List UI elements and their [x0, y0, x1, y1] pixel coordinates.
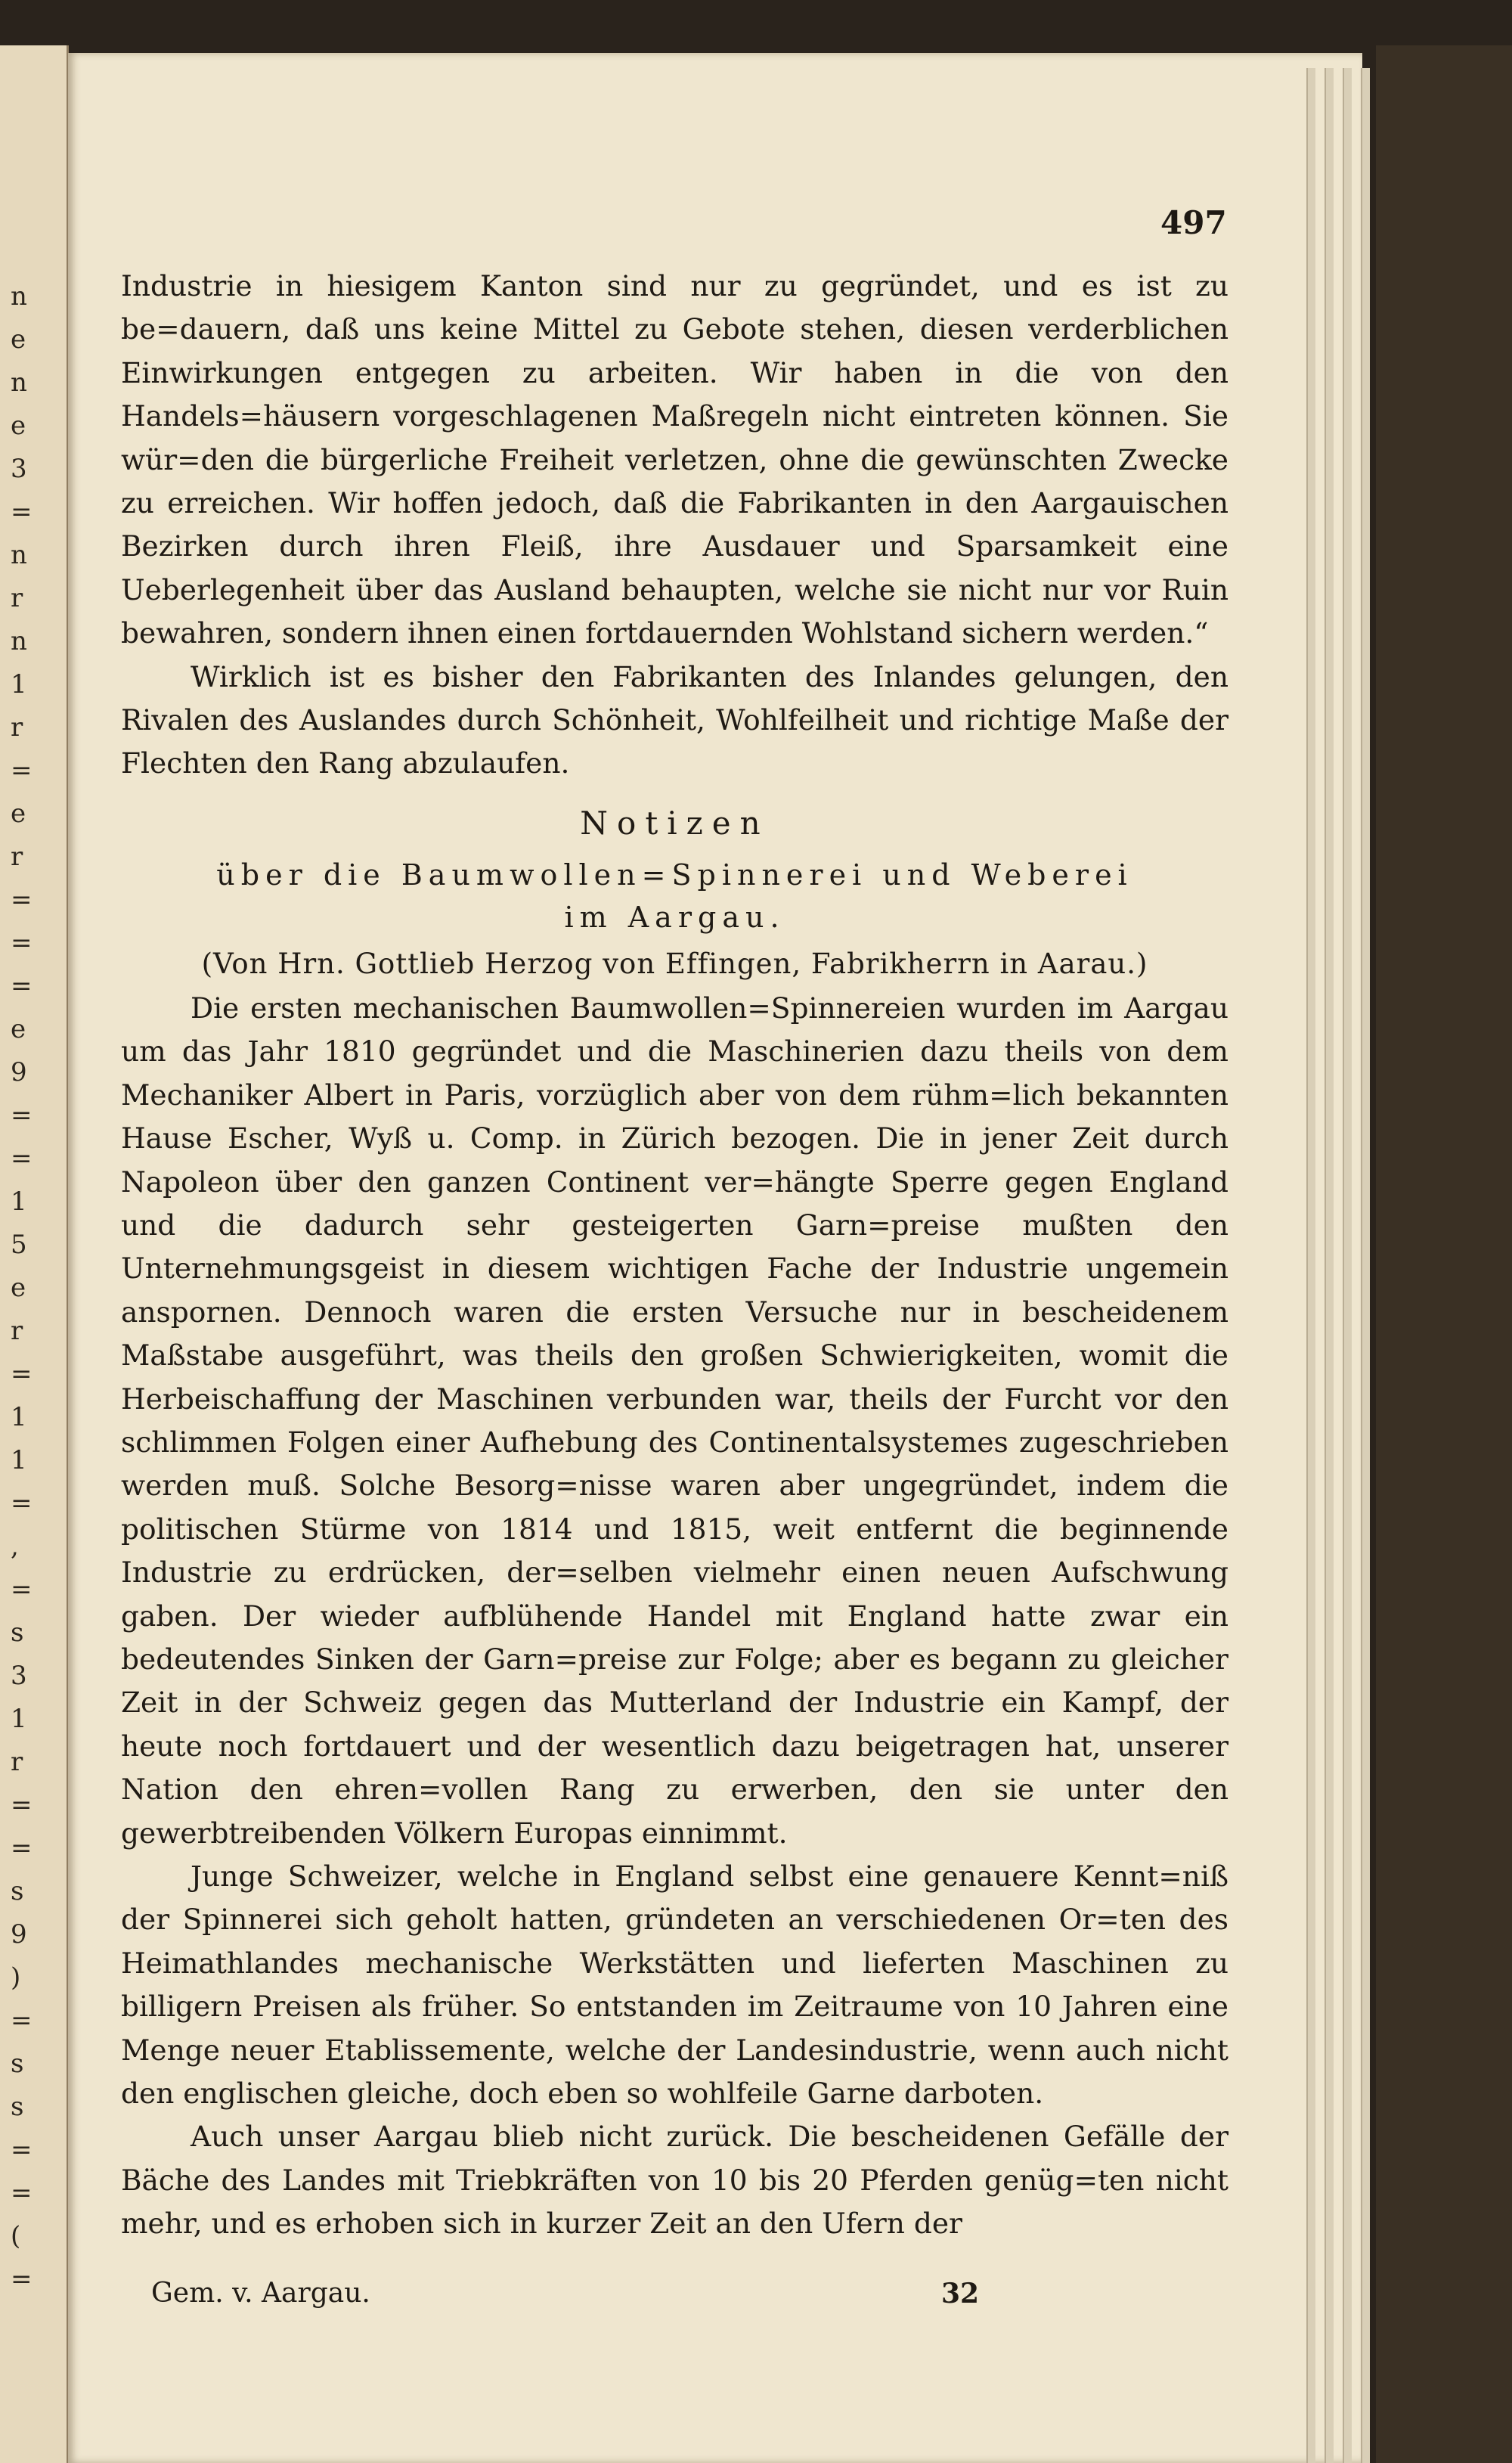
margin-letter: e	[11, 324, 26, 355]
margin-letter: s	[11, 2092, 24, 2122]
paragraph: Industrie in hiesigem Kanton sind nur zu gegründet, und es ist zu be=dauern, daß uns keine Mittel zu Gebote stehen, diesen verderblichen Einwirkungen entgegen zu arbeiten. Wir haben in die von den Handels=häusern vorgeschlagenen Maßregeln nicht eintreten können. Sie wür=den die bürgerliche Freiheit verletzen, ohne die gewünschten Zwecke zu erreichen. Wir hoffen jedoch, daß die Fabrikanten in den Aargauischen Bezirken durch ihren Fleiß, ihre Ausdauer und Sparsamkeit eine Ueberlegenheit über das Ausland behaupten, welche sie nicht nur vor Ruin bewahren, sondern ihnen einen fortdauernden Wohlstand sichern werden.“	[121, 269, 1228, 650]
page-edge-layer	[1343, 68, 1352, 2463]
paragraph: Die ersten mechanischen Baumwollen=Spinnereien wurden im Aargau um das Jahr 1810 gegründet und die Maschinerien dazu theils von dem Mechaniker Albert in Paris, vorzüglich aber von dem rühm=lich bekannten Hause Escher, Wyß u. Comp. in Zürich bezogen. Die in jener Zeit durch Napoleon über den ganzen Continent ver=hängte Sperre gegen England und die dadurch sehr gesteigerten Garn=preise mußten den Unternehmungsgeist in diesem wichtigen Fache der Industrie ungemein anspornen. Dennoch waren die ersten Versuche nur in bescheidenem Maßstabe ausgeführt, was theils den großen Schwierigkeiten, womit die Herbeischaffung der Maschinen verbunden war, theils der Furcht vor den schlimmen Folgen einer Aufhebung des Continentalsystemes zugeschrieben werden muß. Solche Besorg=nisse waren aber ungegründet, indem die politischen Stürme von 1814 und 1815, weit entfernt die beginnende Industrie zu erdrücken, der=selben vielmehr einen neuen Aufschwung gaben. Der wieder aufblühende Handel mit England hatte zwar ein bedeutendes Sinken der Garn=preise zur Folge; aber es begann zu gleicher Zeit in der Schweiz gegen das Mutterland der Industrie ein Kampf, der heute noch fortdauert und der wesentlich dazu beigetragen hat, unserer Nation den ehren=vollen Rang zu erwerben, den sie unter den gewerbtreibenden Völkern Europas einnimmt.	[121, 991, 1228, 1850]
margin-letter: s	[11, 1876, 24, 1906]
margin-letter: n	[11, 368, 27, 398]
margin-letter: 9	[11, 1919, 27, 1950]
margin-letter: ,	[11, 1531, 19, 1562]
margin-letter: 5	[11, 1230, 27, 1260]
margin-letter: 1	[11, 1704, 27, 1734]
margin-letter: s	[11, 1618, 24, 1648]
main-text	[121, 265, 1228, 2246]
page-edge-layer	[1361, 68, 1370, 2463]
margin-letter: n	[11, 540, 27, 570]
margin-letter: s	[11, 2049, 24, 2079]
margin-letter: =	[11, 2135, 33, 2165]
margin-letter: =	[11, 1790, 33, 1820]
margin-letter: =	[11, 497, 33, 527]
margin-letter: =	[11, 1833, 33, 1863]
margin-letter: =	[11, 885, 33, 915]
margin-letter: =	[11, 1488, 33, 1518]
margin-letter: 9	[11, 1057, 27, 1087]
page-number: 497	[1160, 204, 1227, 241]
margin-letter: 1	[11, 1402, 27, 1432]
margin-letter: =	[11, 755, 33, 786]
page-footer	[121, 2278, 1228, 2323]
margin-letter: n	[11, 281, 27, 312]
margin-letter: =	[11, 1143, 33, 1174]
margin-letter: r	[11, 712, 23, 743]
margin-letter: r	[11, 583, 23, 613]
book-cover-edge	[1376, 45, 1512, 2463]
paragraph: Auch unser Aargau blieb nicht zurück. Die bescheidenen Gefälle der Bäche des Landes mit Triebkräften von 10 bis 20 Pferden genüg=ten nicht mehr, und es erhoben sich in kurzer Zeit an den Ufern der	[121, 2120, 1228, 2241]
margin-letter: 1	[11, 1187, 27, 1217]
page-edge-layer	[1325, 68, 1334, 2463]
margin-letter: =	[11, 1100, 33, 1131]
margin-letter: =	[11, 928, 33, 958]
margin-letter: e	[11, 1273, 26, 1303]
margin-letter: r	[11, 1747, 23, 1777]
section-subtitle: über die Baumwollen=Spinnerei und Weberei	[216, 858, 1133, 892]
margin-letter: r	[11, 842, 23, 872]
margin-letter: e	[11, 411, 26, 441]
footer-signature: Gem. v. Aargau.	[151, 2278, 370, 2309]
section-title: Notizen	[580, 804, 770, 842]
paragraph: Wirklich ist es bisher den Fabrikanten des Inlandes gelungen, den Rivalen des Auslandes durch Schönheit, Wohlfeilheit und richtige Maße der Flechten den Rang abzulaufen.	[121, 659, 1228, 780]
margin-letter: r	[11, 1316, 23, 1346]
margin-letter: n	[11, 626, 27, 656]
margin-letter: e	[11, 799, 26, 829]
margin-letter: )	[11, 1962, 21, 1993]
footer-sheet-number: 32	[941, 2278, 980, 2309]
margin-letter: 1	[11, 669, 27, 700]
paragraph: Junge Schweizer, welche in England selbst eine genauere Kennt=niß der Spinnerei sich geholt hatten, gründeten an verschiedenen Or=ten des Heimathlandes mechanische Werkstätten und lieferten Maschinen zu billigern Preisen als früher. So entstanden im Zeitraume von 10 Jahren eine Menge neuer Etablissemente, welche der Landesindustrie, wenn auch nicht den englischen gleiche, doch eben so wohlfeile Garne darboten.	[121, 1860, 1228, 2111]
margin-letter: (	[11, 2221, 21, 2251]
margin-letter: =	[11, 2178, 33, 2208]
margin-letter: 3	[11, 454, 27, 484]
margin-letter: =	[11, 1359, 33, 1389]
page-edge-layer	[1306, 68, 1315, 2463]
margin-letter: =	[11, 1574, 33, 1605]
section-subtitle: im Aargau.	[564, 900, 785, 934]
margin-letter: =	[11, 2005, 33, 2036]
margin-letter: e	[11, 1014, 26, 1044]
author-line: (Von Hrn. Gottlieb Herzog von Effingen, Fabrikherrn in Aarau.)	[201, 947, 1148, 980]
margin-letter: 1	[11, 1445, 27, 1475]
margin-letter: =	[11, 971, 33, 1001]
margin-letter: =	[11, 2264, 33, 2294]
margin-letter: 3	[11, 1661, 27, 1691]
